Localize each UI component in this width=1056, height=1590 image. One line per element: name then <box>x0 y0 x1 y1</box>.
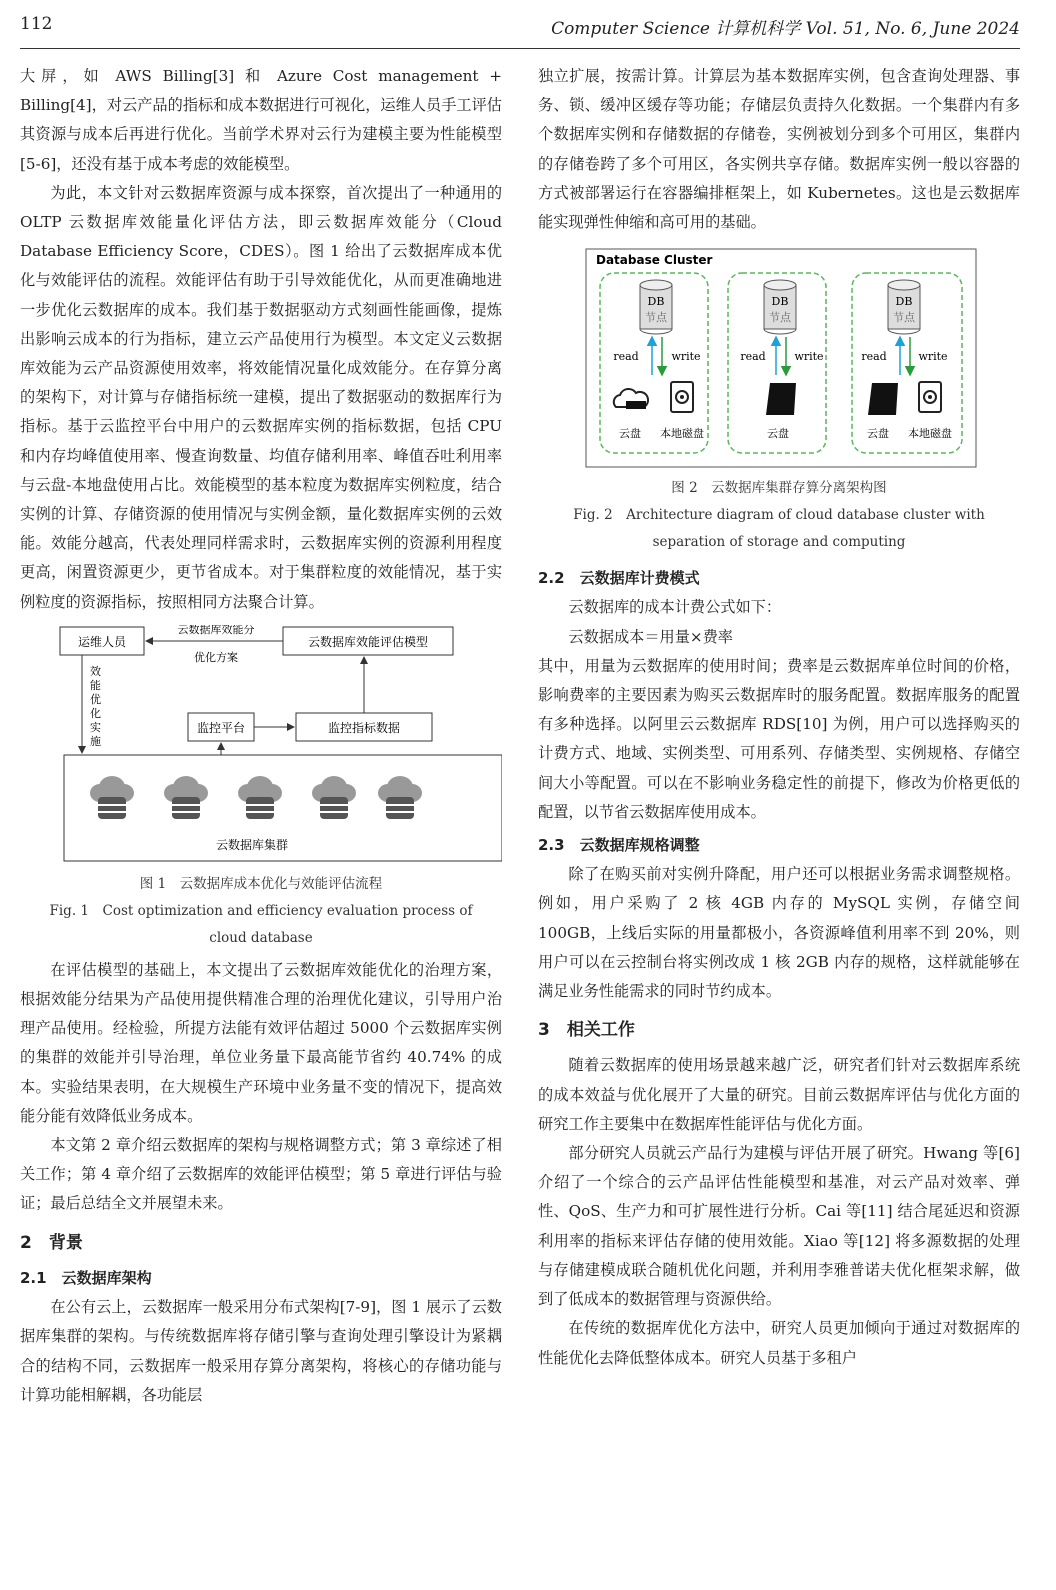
caption-en: Fig. 1 Cost optimization and efficiency evaluation process of <box>49 902 473 919</box>
paragraph: 随着云数据库的使用场景越来越广泛，研究者们针对云数据库系统的成本效益与优化展开了大量的研究。目前云数据库评估与优化方面的研究工作主要集中在数据库性能评估与优化方面。 <box>538 1056 1020 1133</box>
paragraph: 独立扩展，按需计算。计算层为基本数据库实例，包含查询处理器、事务、锁、缓冲区缓存等功能；存储层负责持久化数据。一个集群内有多个数据库实例和存储数据的存储卷，实例被划分到多个可用区，集群内的存储卷跨了多个可用区，各实例共享存储。数据库实例一般以容器的方式被部署运行在容器编排框架上，如 Kubernetes。这也是云数据库能实现弹性伸缩和高可用的基础。 <box>538 67 1020 232</box>
formula: 云数据成本＝用量×费率 <box>568 627 733 646</box>
node-label: 节点 <box>645 311 667 325</box>
left-column <box>20 62 502 1410</box>
cloud-disk-label: 云盘 <box>767 427 789 441</box>
write-label: write <box>671 350 701 364</box>
paragraph: 本文第 2 章介绍云数据库的架构与规格调整方式；第 3 章综述了相关工作；第 4 章介绍了云数据库的效能评估模型；第 5 章进行评估与验证；最后总结全文并展望未来。 <box>20 1136 502 1213</box>
section-heading: 3 相关工作 <box>538 1020 635 1041</box>
subsection-heading: 2.2 云数据库计费模式 <box>538 569 700 588</box>
cloud-disk-label: 云盘 <box>867 427 889 441</box>
ops-label: 运维人员 <box>77 634 127 649</box>
cdes-label: 云数据库效能分 <box>177 624 255 636</box>
caption-cn: 图 1 云数据库成本优化与效能评估流程 <box>139 875 383 892</box>
read-label: read <box>740 350 766 364</box>
write-label: write <box>794 350 824 364</box>
paragraph: 云数据库的成本计费公式如下： <box>568 598 782 617</box>
monitor-label: 监控平台 <box>196 720 246 735</box>
figure-1 <box>20 625 502 865</box>
local-disk-icon <box>671 382 693 412</box>
node-label: 节点 <box>893 311 915 325</box>
page-number: 112 <box>20 14 53 34</box>
cloud-disk-icon <box>868 383 898 415</box>
db-label: DB <box>647 295 665 309</box>
cluster-title: Database Cluster <box>596 253 713 268</box>
figure-1-caption <box>20 871 502 952</box>
model-label: 云数据库效能评估模型 <box>307 634 429 649</box>
paragraph: 为此，本文针对云数据库资源与成本探察，首次提出了一种通用的 OLTP 云数据库效能量化评估方法，即云数据库效能分（Cloud Database Efficiency Score，CDES）。图 1 给出了云数据库成本优化与效能评估的流程。效能评估有助于引导效能优化，从而更准确地进一步优化云数据库的成本。我们基于数据驱动方式刻画性能画像，提炼出影响云成本的行为指标，建立云产品使用行为模型。本文定义云数据库效能为云产品资源使用效率，将效能情况量化成效能分。在存算分离的架构下，对计算与存储指标统一建模，提出了数据驱动的数据库行为指标。基于云监控平台中用户的云数据库实例的指标数据，包括 CPU 和内存均峰值使用率、慢查询数量、均值存储利用率、峰值吞吐利用率与云盘-本地盘使用占比。效能模型的基本粒度为数据库实例粒度，结合实例的计算、存储资源的使用情况与实例金额，量化数据库实例的云效能。效能分越高，代表处理同样需求时，云数据库实例的资源利用程度更高，闲置资源更少，更节省成本。对于集群粒度的效能情况，基于实例粒度的资源指标，按照相同方法聚合计算。 <box>20 183 502 611</box>
db-label: DB <box>895 295 913 309</box>
cloud-disk-label: 云盘 <box>619 427 641 441</box>
journal-info: Computer Science 计算机科学 Vol. 51, No. 6, June 2024 <box>551 19 1020 39</box>
section-heading: 2 背景 <box>20 1232 83 1253</box>
subsection-heading: 2.1 云数据库架构 <box>20 1268 152 1287</box>
read-label: read <box>613 350 639 364</box>
paragraph: 其中，用量为云数据库的使用时间；费率是云数据库单位时间的价格，影响费率的主要因素为购买云数据库时的服务配置。数据库服务的配置有多种选择。以阿里云云数据库 RDS[10] 为例，用户可以选择购买的计费方式、地域、实例类型、可用系列、存储类型、实例规格、存储空间大小等配置。可以在不影响业务稳定性的前提下，修改为价格更低的配置，以节省云数据库使用成本。 <box>538 656 1020 821</box>
figure-2 <box>538 247 1020 469</box>
caption-en: separation of storage and computing <box>652 534 906 551</box>
plan-label: 优化方案 <box>194 650 238 664</box>
local-disk-label: 本地磁盘 <box>908 427 952 441</box>
caption-en: cloud database <box>209 929 313 946</box>
paragraph: 除了在购买前对实例升降配，用户还可以根据业务需求调整规格。例如，用户采购了 2 核 4GB 内存的 MySQL 实例，存储空间 100GB，上线后实际的用量都极小，各资源峰值利用率不到 20%，则用户可以在云控制台将实例改成 1 核 2GB 内存的规格，这样就能够在满足业务性能需求的同时节约成本。 <box>538 865 1020 1001</box>
caption-en: Fig. 2 Architecture diagram of cloud database cluster with <box>573 507 985 524</box>
right-column <box>538 62 1020 1373</box>
paragraph: 在公有云上，云数据库一般采用分布式架构[7-9]，图 1 展示了云数据库集群的架构。与传统数据库将存储引擎与查询处理引擎设计为紧耦合的结构不同，云数据库一般采用存算分离架构，将核心的存储功能与计算功能相解耦，各功能层 <box>20 1298 502 1404</box>
paragraph: 部分研究人员就云产品行为建模与评估开展了研究。Hwang 等[6] 介绍了一个综合的云产品评估性能模型和基准，对云产品对效率、弹性、QoS、生产力和可扩展性进行分析。Cai 等[11] 结合尾延迟和资源利用率的指标来评估存储的使用效能。Xiao 等[12] 将多源数据的处理与存储建模成联合随机优化问题，并利用李雅普诺夫优化框架求解，做到了低成本的数据管理与资源供给。 <box>538 1144 1020 1309</box>
read-label: read <box>861 350 887 364</box>
cloud-disk-icon <box>766 383 796 415</box>
figure-2-caption <box>538 475 1020 556</box>
cluster-label: 云数据库集群 <box>215 837 289 852</box>
write-label: write <box>918 350 948 364</box>
paragraph: 大屏，如 AWS Billing[3] 和 Azure Cost management + Billing[4]，对云产品的指标和成本数据进行可视化，运维人员手工评估其资源与成本后再进行优化。当前学术界对云行为建模主要为性能模型[5-6]，还没有基于成本考虑的效能模型。 <box>20 67 502 173</box>
vertical-label: 效能优 化实施 <box>90 664 101 748</box>
subsection-heading: 2.3 云数据库规格调整 <box>538 836 700 855</box>
paragraph: 在传统的数据库优化方法中，研究人员更加倾向于通过对数据库的性能优化去降低整体成本。研究人员基于多租户 <box>538 1319 1020 1367</box>
page-header <box>20 14 1020 49</box>
cost-optimization-diagram <box>20 625 502 865</box>
caption-cn: 图 2 云数据库集群存算分离架构图 <box>671 480 887 497</box>
paragraph: 在评估模型的基础上，本文提出了云数据库效能优化的治理方案，根据效能分结果为产品使用提供精准合理的治理优化建议，引导用户治理产品使用。经检验，所提方法能有效评估超过 5000 个云数据库实例的集群的效能并引导治理，单位业务量下最高能节省约 40.74% 的成本。实验结果表明，在大规模生产环境中业务量不变的情况下，提高效能分能有效降低业务成本。 <box>20 960 502 1125</box>
cluster-architecture-diagram <box>538 247 1020 469</box>
local-disk-label: 本地磁盘 <box>660 427 704 441</box>
node-label: 节点 <box>769 311 791 325</box>
local-disk-icon <box>919 382 941 412</box>
db-label: DB <box>771 295 789 309</box>
metrics-label: 监控指标数据 <box>327 720 401 735</box>
